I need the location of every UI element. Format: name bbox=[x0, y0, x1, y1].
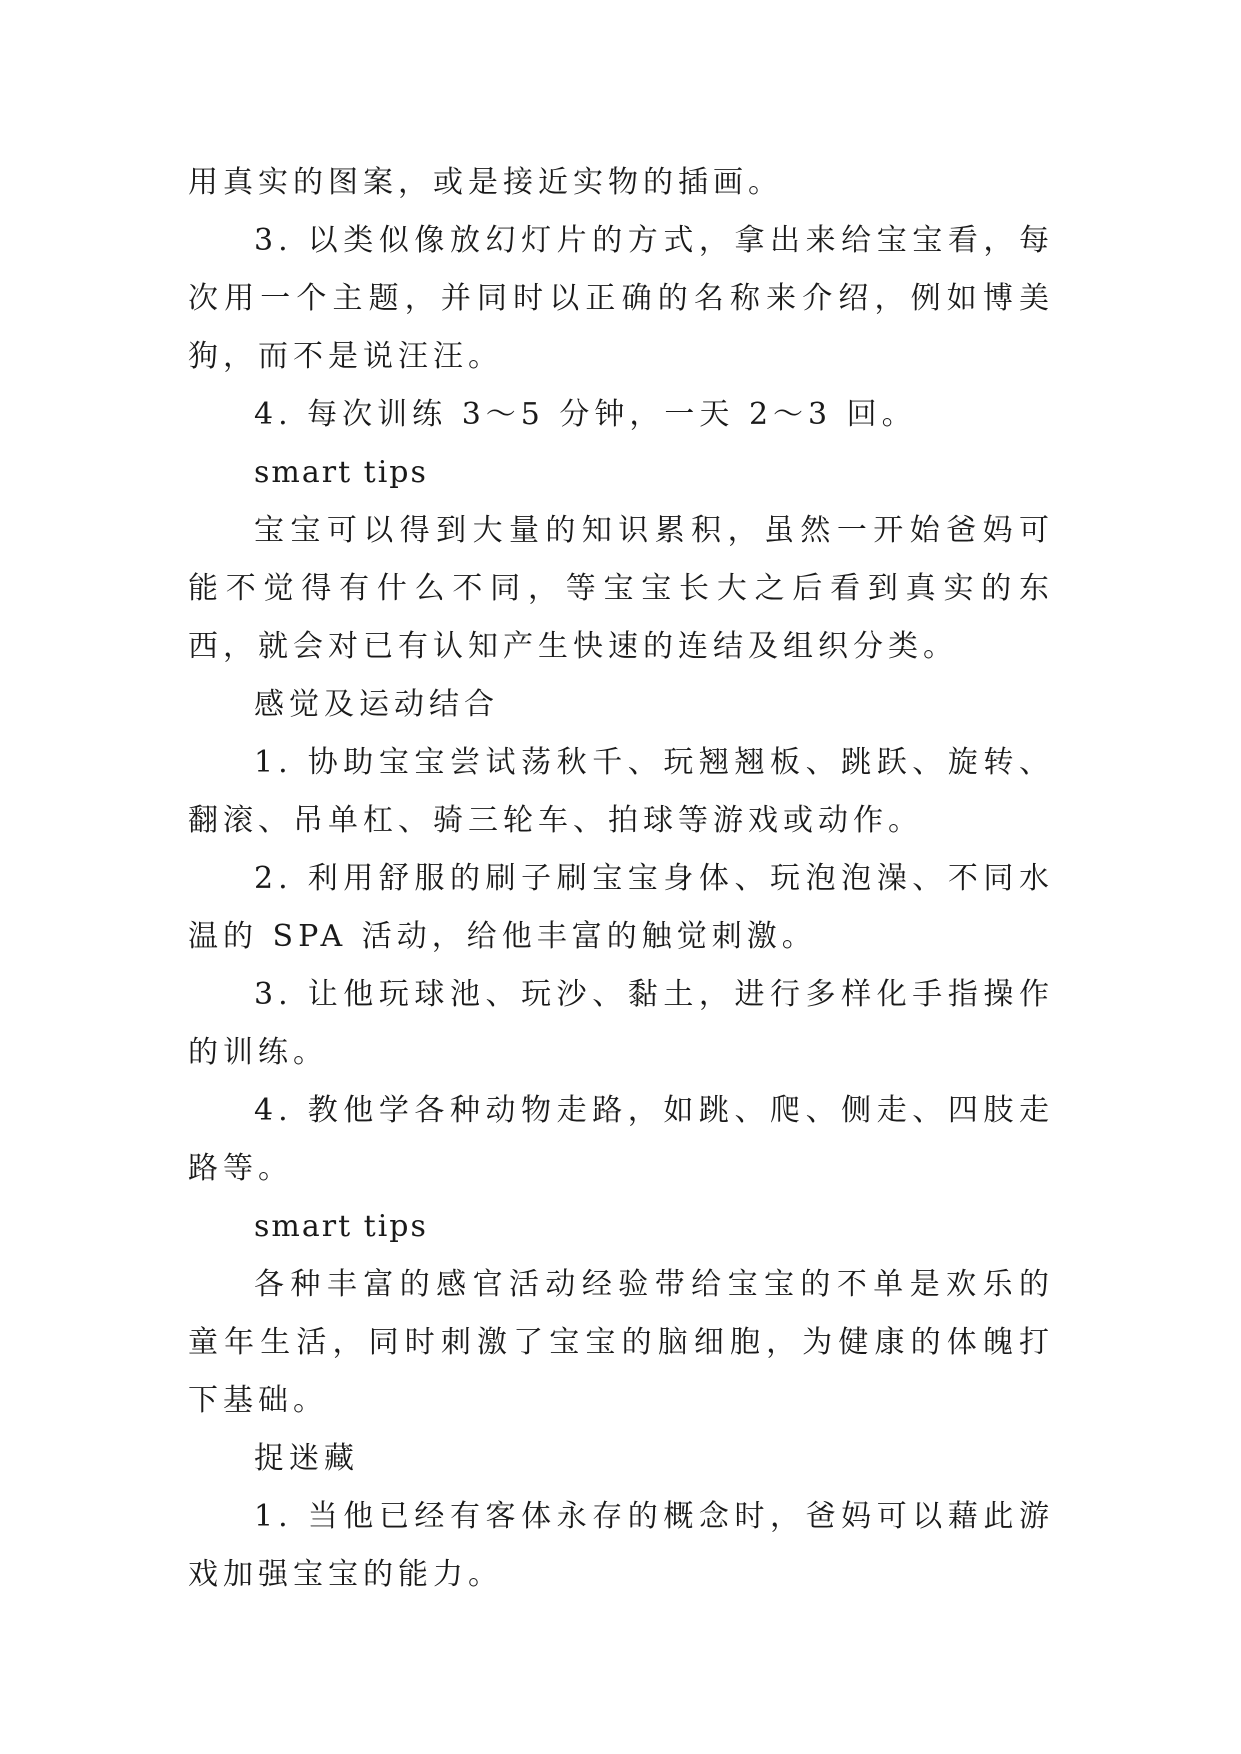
smart-tips-paragraph: 宝宝可以得到大量的知识累积，虽然一开始爸妈可能不觉得有什么不同，等宝宝长大之后看到真实的东西，就会对已有认知产生快速的连结及组织分类。 bbox=[188, 513, 1054, 664]
smart-tips-paragraph: 各种丰富的感官活动经验带给宝宝的不单是欢乐的童年生活，同时刺激了宝宝的脑细胞，为健康的体魄打下基础。 bbox=[188, 1267, 1054, 1418]
smart-tips-heading: smart tips bbox=[254, 455, 428, 490]
paragraph-step-4: 4. 每次训练 3～5 分钟，一天 2～3 回。 bbox=[254, 397, 917, 432]
document-body bbox=[188, 154, 1054, 1604]
paragraph-step-4: 4. 教他学各种动物走路，如跳、爬、侧走、四肢走路等。 bbox=[188, 1093, 1054, 1186]
paragraph-step-1: 1. 当他已经有客体永存的概念时，爸妈可以藉此游戏加强宝宝的能力。 bbox=[188, 1499, 1054, 1592]
paragraph-step-2: 2. 利用舒服的刷子刷宝宝身体、玩泡泡澡、不同水温的 SPA 活动，给他丰富的触觉刺激。 bbox=[188, 861, 1054, 954]
paragraph-step-1: 1. 协助宝宝尝试荡秋千、玩翘翘板、跳跃、旋转、翻滚、吊单杠、骑三轮车、拍球等游戏或动作。 bbox=[188, 745, 1054, 838]
paragraph-step-3: 3. 让他玩球池、玩沙、黏土，进行多样化手指操作的训练。 bbox=[188, 977, 1054, 1070]
section-heading-sensory-motor: 感觉及运动结合 bbox=[254, 687, 499, 722]
smart-tips-heading: smart tips bbox=[254, 1209, 428, 1244]
section-heading-hide-and-seek: 捉迷藏 bbox=[254, 1441, 359, 1476]
paragraph-step-3: 3. 以类似像放幻灯片的方式，拿出来给宝宝看，每次用一个主题，并同时以正确的名称来介绍，例如博美狗，而不是说汪汪。 bbox=[188, 223, 1054, 374]
paragraph-continuation: 用真实的图案，或是接近实物的插画。 bbox=[188, 165, 783, 200]
